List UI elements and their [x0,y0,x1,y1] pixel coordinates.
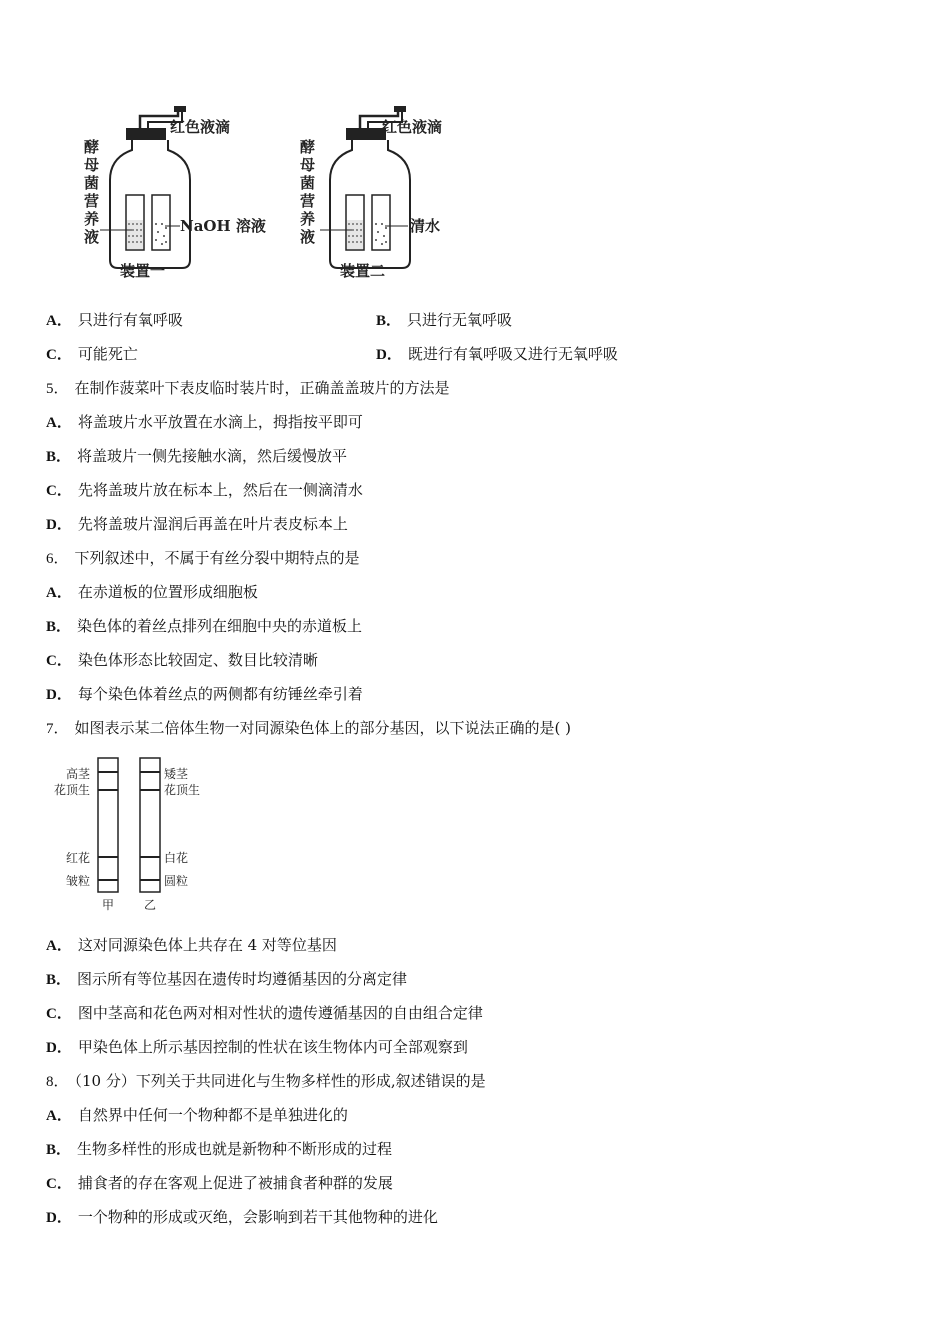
gene-label-left-4: 皱粒 [66,874,91,888]
q4-option-c: C． 可能死亡 [46,345,138,363]
svg-text:液: 液 [300,228,316,246]
q8-option-d: D． 一个物种的形成或灭绝，会影响到若干其他物种的进化 [46,1208,438,1226]
svg-text:营: 营 [300,192,316,210]
device-2-solution-label: 清水 [410,217,441,235]
q6-option-c: C． 染色体形态比较固定、数目比较清晰 [46,651,318,669]
svg-text:酵: 酵 [84,138,100,156]
q4-option-b: B． 只进行无氧呼吸 [376,311,513,329]
q7-option-b: B． 图示所有等位基因在遗传时均遵循基因的分离定律 [46,970,408,988]
gene-label-left-1: 高茎 [66,767,91,781]
svg-text:养: 养 [84,210,100,228]
gene-label-left-2: 花顶生 [54,783,91,797]
device-2 [300,106,442,280]
q4-option-d: D． 既进行有氧呼吸又进行无氧呼吸 [376,345,618,363]
q5-option-c: C． 先将盖玻片放在标本上，然后在一侧滴清水 [46,481,363,499]
device-2-top-label: 红色液滴 [382,118,443,136]
q6-option-d: D． 每个染色体着丝点的两侧都有纺锤丝牵引着 [46,685,363,703]
respiration-apparatus-figure [70,100,470,290]
q4-option-a: A． 只进行有氧呼吸 [46,311,183,329]
gene-label-left-3: 红花 [66,851,91,865]
q7-option-d: D． 甲染色体上所示基因控制的性状在该生物体内可全部观察到 [46,1038,468,1056]
svg-text:营: 营 [84,192,100,210]
q7-option-a: A． 这对同源染色体上共存在 4 对等位基因 [46,936,337,954]
device-1-side-label [84,138,99,246]
device-1 [84,106,266,280]
svg-text:菌: 菌 [84,174,100,192]
chromosome-label-jia: 甲 [102,898,115,912]
device-2-side-label [300,138,315,246]
device-1-top-label: 红色液滴 [170,118,231,136]
chromosome-label-yi: 乙 [144,898,157,912]
q6-option-b: B． 染色体的着丝点排列在细胞中央的赤道板上 [46,617,363,635]
q8-option-b: B． 生物多样性的形成也就是新物种不断形成的过程 [46,1140,393,1158]
gene-label-right-1: 矮茎 [164,767,189,781]
svg-text:母: 母 [84,156,100,174]
device-1-solution-label: NaOH 溶液 [180,217,266,235]
svg-text:养: 养 [300,210,316,228]
homologous-chromosome-figure [50,752,220,917]
q8-stem: 8． （10 分）下列关于共同进化与生物多样性的形成,叙述错误的是 [46,1072,486,1090]
svg-text:酵: 酵 [300,138,316,156]
q6-option-a: A． 在赤道板的位置形成细胞板 [46,583,258,601]
q5-stem: 5． 在制作菠菜叶下表皮临时装片时，正确盖盖玻片的方法是 [46,379,450,397]
device-1-caption: 装置一 [120,262,166,280]
gene-label-right-4: 圆粒 [164,874,189,888]
svg-text:菌: 菌 [300,174,316,192]
q8-option-c: C． 捕食者的存在客观上促进了被捕食者种群的发展 [46,1174,393,1192]
q6-stem: 6． 下列叙述中，不属于有丝分裂中期特点的是 [46,549,360,567]
gene-label-right-3: 白花 [164,851,189,865]
q5-option-a: A． 将盖玻片水平放置在水滴上，拇指按平即可 [46,413,363,431]
svg-text:液: 液 [84,228,100,246]
gene-label-right-2: 花顶生 [164,783,201,797]
svg-text:母: 母 [300,156,316,174]
q7-option-c: C． 图中茎高和花色两对相对性状的遗传遵循基因的自由组合定律 [46,1004,483,1022]
device-2-caption: 装置二 [340,262,386,280]
q5-option-b: B． 将盖玻片一侧先接触水滴，然后缓慢放平 [46,447,348,465]
q5-option-d: D． 先将盖玻片湿润后再盖在叶片表皮标本上 [46,515,348,533]
q8-option-a: A． 自然界中任何一个物种都不是单独进化的 [46,1106,348,1124]
q7-stem: 7． 如图表示某二倍体生物一对同源染色体上的部分基因，以下说法正确的是( ) [46,719,571,737]
